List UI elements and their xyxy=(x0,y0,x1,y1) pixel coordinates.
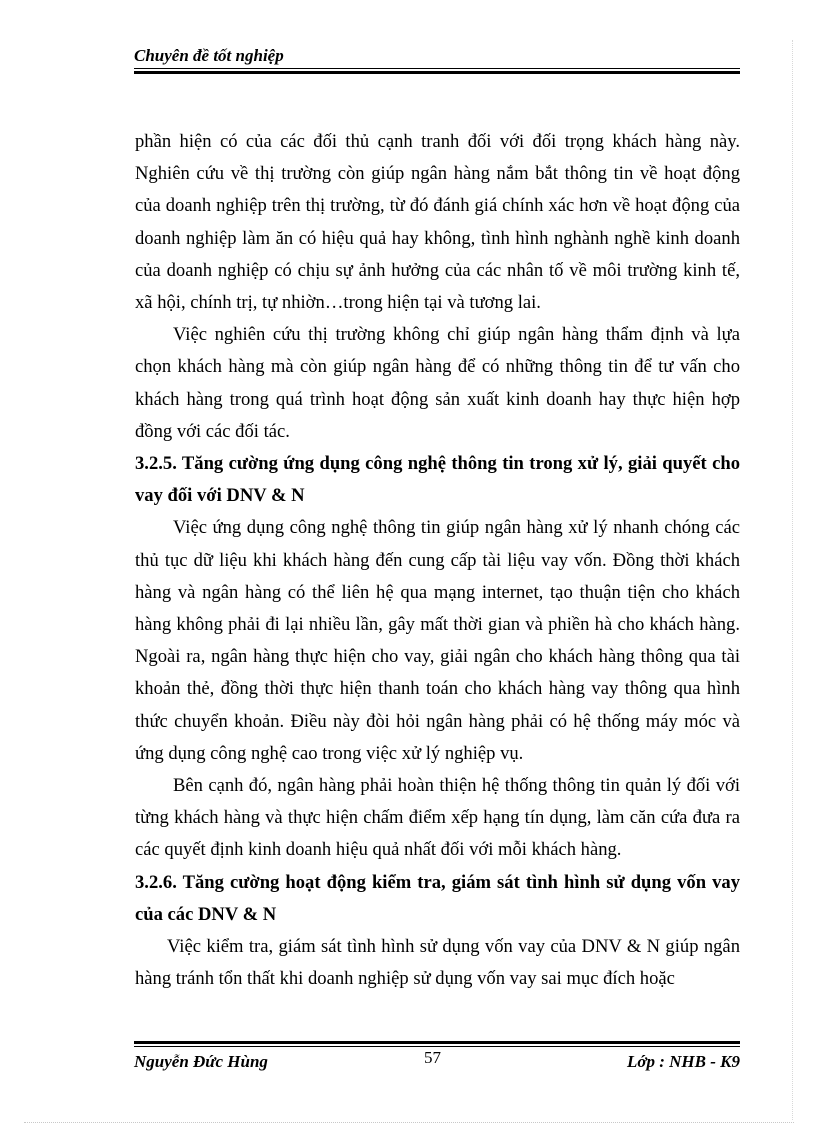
page-edge-right xyxy=(792,40,793,1120)
footer-rule-thin xyxy=(134,1046,740,1047)
section-heading: 3.2.6. Tăng cường hoạt động kiểm tra, giám sát tình hình sử dụng vốn vay của các DNV & N xyxy=(135,871,740,925)
section-heading: 3.2.5. Tăng cường ứng dụng công nghệ thông tin trong xử lý, giải quyết cho vay đối với DNV & N xyxy=(135,453,740,507)
paragraph: phần hiện có của các đối thủ cạnh tranh đối với đối trọng khách hàng này. Nghiên cứu về thị trường còn giúp ngân hàng nắm bắt thông tin về hoạt động của doanh nghiệp trên thị trường, từ đó đánh giá chính xác hơn về hoạt động của doanh nghiệp làm ăn có hiệu quả hay không, tình hình nghành nghề kinh doanh của doanh nghiệp có chịu sự ảnh hưởng của các nhân tố về môi trường kinh tế, xã hội, chính trị, tự nhiờn…trong hiện tại và tương lai. xyxy=(135,131,740,314)
body-text xyxy=(135,126,740,995)
footer-rule-thick xyxy=(134,1041,740,1044)
footer-author: Nguyễn Đức Hùng xyxy=(134,1052,268,1071)
paragraph: Việc kiểm tra, giám sát tình hình sử dụng vốn vay của DNV & N giúp ngân hàng tránh tổn thất khi doanh nghiệp sử dụng vốn vay sai mục đích hoặc xyxy=(135,936,740,990)
footer xyxy=(134,1048,740,1074)
header-title: Chuyên đề tốt nghiệp xyxy=(134,46,284,65)
paragraph: Việc nghiên cứu thị trường không chỉ giúp ngân hàng thẩm định và lựa chọn khách hàng mà còn giúp ngân hàng để có những thông tin để tư vấn cho khách hàng trong quá trình hoạt động sản xuất kinh doanh hay thực hiện hợp đồng với các đối tác. xyxy=(135,324,740,442)
page-number: 57 xyxy=(424,1048,441,1067)
header-rule-thick xyxy=(134,71,740,74)
header-rule-thin xyxy=(134,68,740,69)
footer-class: Lớp : NHB - K9 xyxy=(626,1052,740,1071)
paragraph: Việc ứng dụng công nghệ thông tin giúp ngân hàng xử lý nhanh chóng các thủ tục dữ liệu khi khách hàng đến cung cấp tài liệu vay vốn. Đồng thời khách hàng và ngân hàng có thể liên hệ qua mạng internet, tạo thuận tiện cho khách hàng không phải đi lại nhiều lần, gây mất thời gian và phiền hà cho khách hàng. Ngoài ra, ngân hàng thực hiện cho vay, giải ngân cho khách hàng thông qua tài khoản thẻ, đồng thời thực hiện thanh toán cho khách hàng vay thông qua hình thức chuyển khoản. Điều này đòi hỏi ngân hàng phải có hệ thống máy móc và ứng dụng công nghệ cao trong việc xử lý nghiệp vụ. xyxy=(135,517,740,764)
paragraph: Bên cạnh đó, ngân hàng phải hoàn thiện hệ thống thông tin quản lý đối với từng khách hàng và thực hiện chấm điểm xếp hạng tín dụng, làm căn cứa đưa ra các quyết định kinh doanh hiệu quả nhất đối với mỗi khách hàng. xyxy=(135,775,740,861)
